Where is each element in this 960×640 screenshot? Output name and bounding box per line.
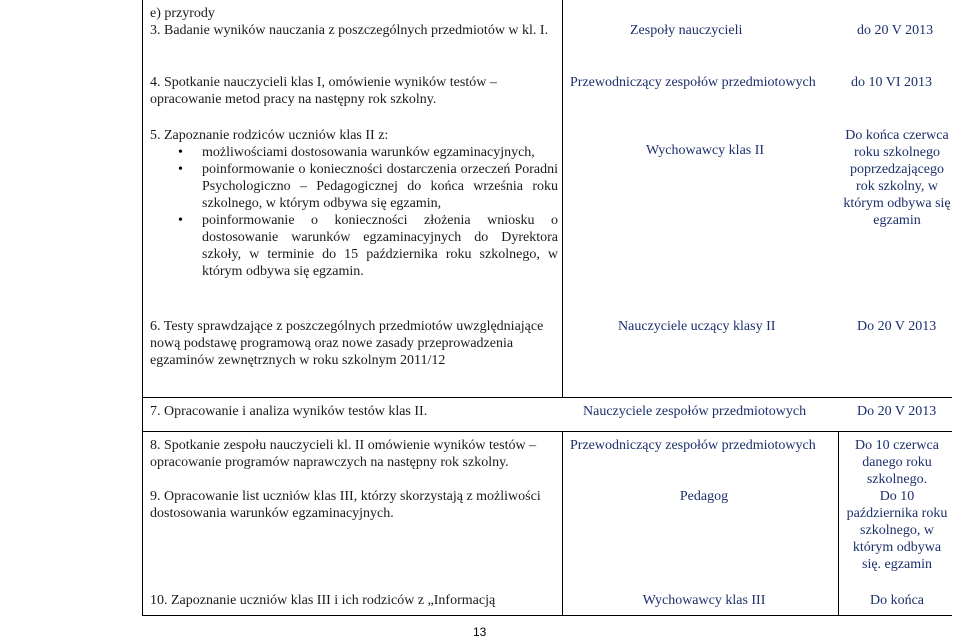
row-6-task: 6. Testy sprawdzające z poszczególnych przedmiotów uwzględniające nową podstawę programową oraz nowe zasady przeprowadzenia egzaminów zewnętrznych w roku szkolnym 2011/12 xyxy=(150,319,544,368)
row-4-when: do 10 VI 2013 xyxy=(851,75,933,90)
row-5-who: Wychowawcy klas II xyxy=(645,143,765,158)
row-5-bullet-3: • poinformowanie o konieczności złożenia wniosku o dostosowanie warunków egzaminacyjnych do Dyrektora szkoły, w terminie do 15 października roku szkolnego, w którym odbywa się egzamin. xyxy=(150,212,558,280)
table-border-divider-1 xyxy=(562,0,563,398)
table-border-left xyxy=(142,0,143,616)
row-7-task: 7. Opracowanie i analiza wyników testów klas II. xyxy=(150,404,428,419)
row-3-task: 3. Badanie wyników nauczania z poszczególnych przedmiotów w kl. I. xyxy=(150,23,549,38)
row-10-task: 10. Zapoznanie uczniów klas III i ich rodziców z „Informacją xyxy=(150,593,496,608)
row-5-when: Do końca czerwca roku szkolnego poprzedzającego rok szkolny, w którym odbywa się egzamin xyxy=(843,128,951,228)
row-10-when: Do końca xyxy=(869,593,925,608)
table-border-h-1 xyxy=(142,397,952,398)
row-3-who: Zespoły nauczycieli xyxy=(630,23,743,38)
table-border-divider-1b xyxy=(562,431,563,616)
row-7-when: Do 20 V 2013 xyxy=(857,404,937,419)
row-9-when: Do 10 października roku szkolnego, w którym odbywa się. egzamin xyxy=(846,489,948,572)
row-5-bullet-1: • możliwościami dostosowania warunków egzaminacyjnych, xyxy=(150,144,558,161)
row-9-task: 9. Opracowanie list uczniów klas III, którzy skorzystają z możliwości dostosowania warunków egzaminacyjnych. xyxy=(150,489,541,521)
table-border-h-2 xyxy=(142,431,952,432)
row-5-task xyxy=(150,127,558,280)
row-4-task: 4. Spotkanie nauczycieli klas I, omówienie wyników testów – opracowanie metod pracy na następny rok szkolny. xyxy=(150,75,497,107)
row-10-who: Wychowawcy klas III xyxy=(642,593,766,608)
row-8-who: Przewodniczący zespołów przedmiotowych xyxy=(570,438,816,453)
row-5-intro: 5. Zapoznanie rodziców uczniów klas II z: xyxy=(150,128,389,143)
row-e-przyrody-task: e) przyrody xyxy=(150,6,215,21)
row-8-when: Do 10 czerwca danego roku szkolnego. xyxy=(855,438,939,487)
row-8-task: 8. Spotkanie zespołu nauczycieli kl. II omówienie wyników testów – opracowanie programów naprawczych na następny rok szkolny. xyxy=(150,438,537,470)
row-6-who: Nauczyciele uczący klasy II xyxy=(618,319,776,334)
row-4-who: Przewodniczący zespołów przedmiotowych xyxy=(570,75,816,90)
row-3-when: do 20 V 2013 xyxy=(857,23,934,38)
table-border-divider-2 xyxy=(838,431,839,616)
row-9-who: Pedagog xyxy=(679,489,729,504)
row-6-when: Do 20 V 2013 xyxy=(857,319,937,334)
page-number: 13 xyxy=(473,625,487,639)
table-border-bottom xyxy=(142,615,952,616)
row-5-bullet-list xyxy=(150,144,558,280)
row-7-who: Nauczyciele zespołów przedmiotowych xyxy=(583,404,807,419)
row-5-bullet-2: • poinformowanie o konieczności dostarczenia orzeczeń Poradni Psychologiczno – Pedagogicznej do końca września roku szkolnego, w którym odbywa się egzamin, xyxy=(150,161,558,212)
